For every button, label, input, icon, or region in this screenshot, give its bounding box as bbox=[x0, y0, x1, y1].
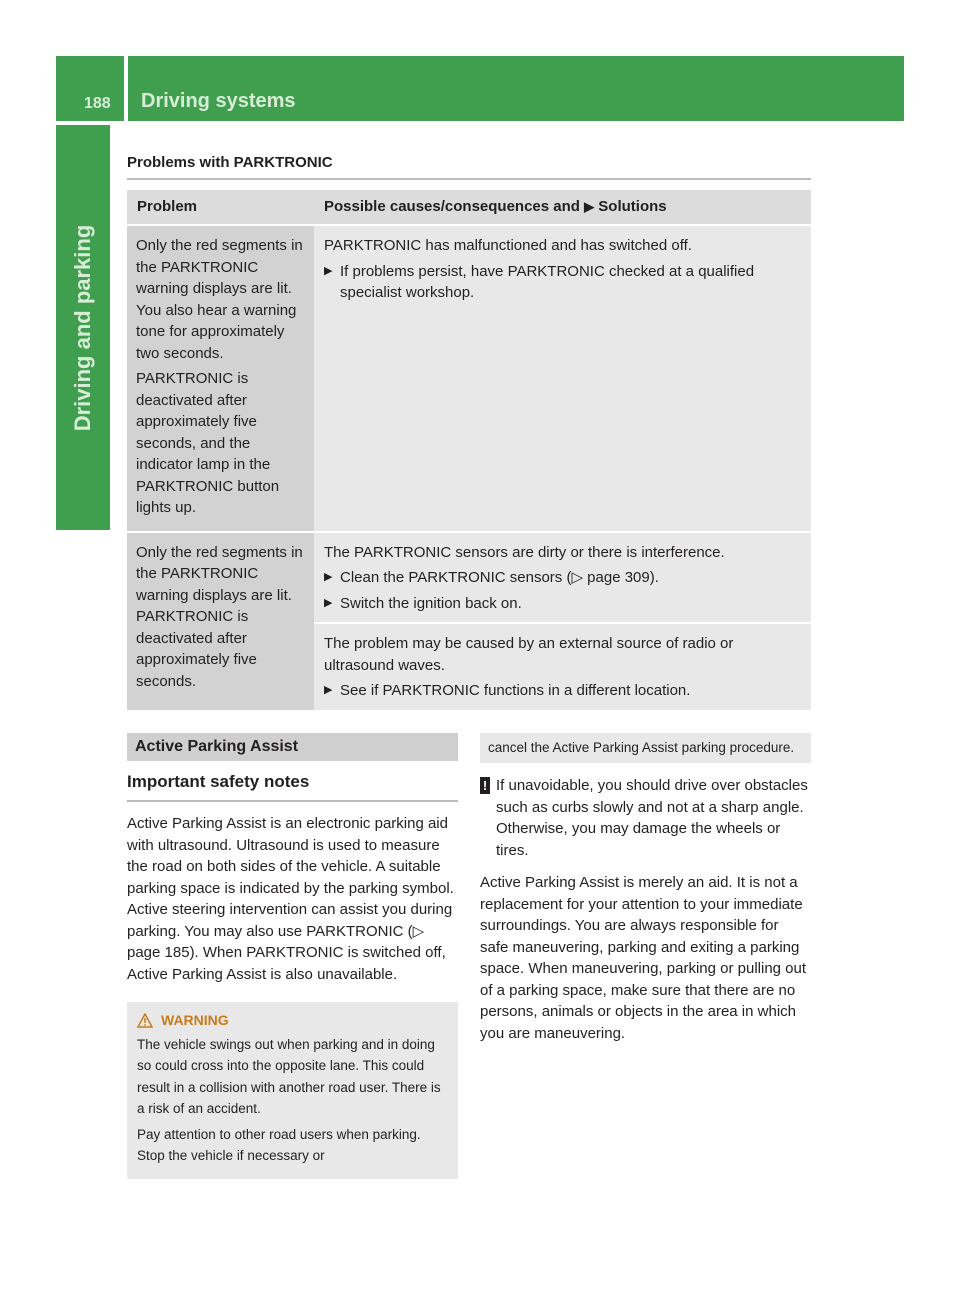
arrow-icon: ▶ bbox=[324, 571, 333, 583]
arrow-icon: ▶ bbox=[324, 264, 333, 277]
arrow-icon: ▶ bbox=[584, 199, 595, 215]
solution-step bbox=[324, 680, 801, 702]
arrow-icon: ▶ bbox=[324, 684, 333, 696]
subheading: Important safety notes bbox=[127, 772, 458, 802]
step-text: Clean the PARKTRONIC sensors (▷ page 309). bbox=[340, 569, 659, 586]
cause-text: The problem may be caused by an external source of radio or ultrasound waves. bbox=[324, 635, 734, 674]
step-text: If problems persist, have PARKTRONIC checked at a qualified specialist workshop. bbox=[340, 262, 755, 301]
closing-paragraph: Active Parking Assist is merely an aid. It is not a replacement for your attention to your immediate surroundings. You are always responsible for safe maneuvering, parking and exiting a parking space. When maneuvering, parking or pulling out of a parking space, make sure that there are no persons, animals or objects in the area in which you are maneuvering. bbox=[480, 874, 807, 1042]
arrow-icon: ▶ bbox=[324, 596, 333, 609]
solution-cell bbox=[314, 533, 811, 623]
notice bbox=[480, 775, 811, 861]
notice-text: If unavoidable, you should drive over obstacles such as curbs slowly and not at a sharp angle. Otherwise, you may damage the wheels or tires. bbox=[496, 777, 808, 859]
warning-header bbox=[137, 1010, 448, 1032]
header-problem: Problem bbox=[127, 190, 314, 224]
table-header-row bbox=[127, 190, 811, 224]
chapter-header bbox=[128, 56, 904, 121]
left-column bbox=[127, 733, 458, 1179]
right-column bbox=[480, 733, 811, 1044]
header-solutions bbox=[314, 190, 811, 224]
chapter-title: Driving systems bbox=[141, 90, 296, 112]
page-number-tab bbox=[56, 56, 124, 121]
page-number: 188 bbox=[84, 95, 111, 112]
warning-label: WARNING bbox=[161, 1012, 229, 1028]
warning-text: The vehicle swings out when parking and in doing so could cross into the opposite lane. This could result in a collision with another road user. There is a risk of an accident. bbox=[137, 1036, 441, 1116]
problems-table bbox=[127, 188, 811, 712]
problem-text: Only the red segments in the PARKTRONIC warning displays are lit. PARKTRONIC is deactivated after approximately five seconds. bbox=[136, 543, 303, 690]
warning-box bbox=[127, 1002, 458, 1179]
section-title: Problems with PARKTRONIC bbox=[127, 154, 811, 180]
solution-step bbox=[324, 261, 801, 304]
header-solutions-pre: Possible causes/consequences and bbox=[324, 198, 580, 216]
section-band-title: Active Parking Assist bbox=[127, 733, 458, 761]
table-row bbox=[127, 533, 811, 623]
side-tab-marker bbox=[56, 472, 110, 530]
problem-text: PARKTRONIC is deactivated after approximately five seconds, and the indicator lamp in the PARKTRONIC button lights up. bbox=[136, 370, 280, 516]
intro-paragraph: Active Parking Assist is an electronic parking aid with ultrasound. Ultrasound is used to measure the road on both sides of the vehicle. A suitable parking space is indicated by the parking symbol. Active steering intervention can assist you during parking. You may also use PARKTRONIC (▷ page 185). When PARKTRONIC is switched off, Active Parking Assist is also unavailable. bbox=[127, 815, 454, 983]
warning-box-continued: cancel the Active Parking Assist parking procedure. bbox=[480, 733, 811, 763]
step-text: See if PARKTRONIC functions in a different location. bbox=[340, 682, 691, 699]
warning-text: Pay attention to other road users when parking. Stop the vehicle if necessary or bbox=[137, 1126, 421, 1163]
exclamation-icon: ! bbox=[480, 777, 490, 794]
solution-step bbox=[324, 593, 801, 615]
problem-cell bbox=[127, 226, 314, 531]
problem-text: Only the red segments in the PARKTRONIC warning displays are lit. You also hear a warning tone for approximately two seconds. bbox=[136, 237, 303, 362]
side-tab-label: Driving and parking bbox=[70, 224, 95, 431]
warning-triangle-icon bbox=[137, 1013, 153, 1028]
side-section-tab bbox=[56, 125, 110, 530]
table-row bbox=[127, 226, 811, 531]
header-solutions-post: Solutions bbox=[598, 198, 667, 216]
solution-cell bbox=[314, 226, 811, 531]
cause-text: PARKTRONIC has malfunctioned and has switched off. bbox=[324, 237, 692, 254]
cause-text: The PARKTRONIC sensors are dirty or there is interference. bbox=[324, 543, 725, 561]
step-text: Switch the ignition back on. bbox=[340, 594, 522, 612]
solution-cell bbox=[314, 624, 811, 710]
problem-cell bbox=[127, 533, 314, 710]
solution-step bbox=[324, 567, 801, 589]
